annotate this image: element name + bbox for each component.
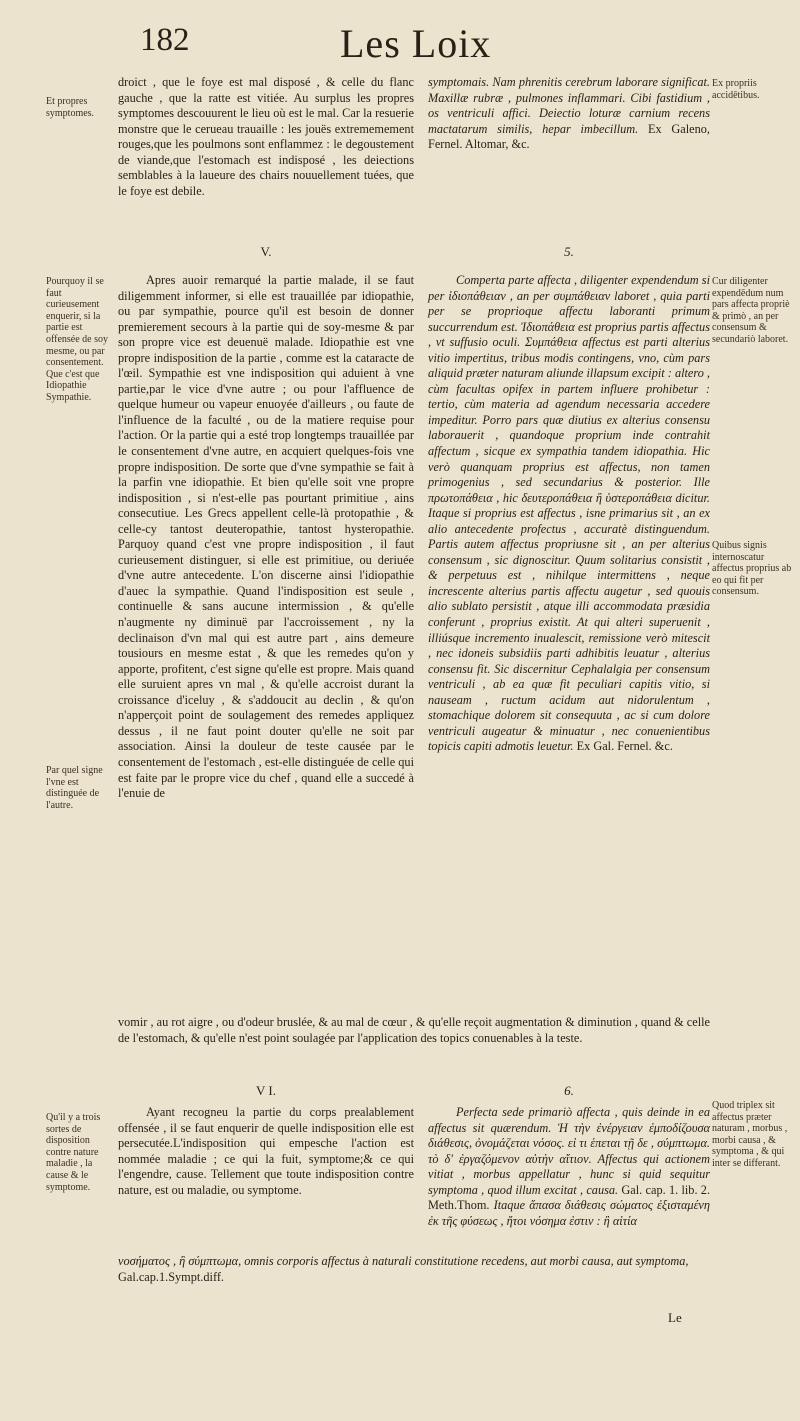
section-heading-6: 6. — [564, 1083, 574, 1098]
latin-paragraph — [428, 1105, 710, 1229]
latin-paragraph — [428, 273, 710, 755]
latin-source: Ex Gal. Fernel. &c. — [576, 739, 673, 754]
latin-body: Comperta parte affecta , diligenter expendendum si per ἰδιοπάθειαν , an per συμπάθειαν laboret , quia parti per se proprioque affectu laboranti primum succurrendum est. Ἰδιοπάθεια est proprius partis affectus , vt suffusio oculi. Συμπάθεια affectus est parti alterius vitio impertitus, tribus modis contingens, vno, cùm pars aliquid præter naturam aliunde illapsum excipit : altero , cùm facultas opifex in partem influere prohibetur : tertio, cùm materia ad agendum necessaria accedere impeditur. Porro pars quæ diutius ex alterius consensu laborauerit , quandoque proprium inde contrahit affectum , sicque ex sympathia tandem idiopathia. Hic verò quanquam proprius est affectus, non tamen primogenius , sed secundarius & posterior. Ille πρωτοπάθεια , hic δευτεροπάθεια ἢ ὑστεροπάθεια dicitur. Itaque si proprius est affectus , isne primarius sit , an ex alio antecedente profectus , accuratè distinguendum. Partis autem affectus propriusne sit , an per alterius consensum , sic dignoscitur. Quum solitarius consistit , & perpetuus est , nihilque intermittens , neque increscente alterius partis affectu augetur , sed quouis alio sublato persistit , atque illi accommodata præsidia conferunt , proprius existit. At qui alteri superuenit , illiúsque incremento inualescit, remissione verò mitescit , nec idoneis subsidiis parti adhibitis leuatur , alterius consensu fit. Sic discernitur Cephalalgia per consensum ventriculi , ab ea quæ fit peculiari capitis vitio, si nauseam , ructum acidum aut nidorulentum , stomachique dolorem sit consequuta , ac si cum dolore ventriculi augeatur & minuatur , nec conuenientibus topicis capiti admotis leuetur. — [428, 273, 711, 754]
latin-body: symptomais. Nam phrenitis cerebrum laborare significat. Maxillæ rubræ , pulmones inflammari. Cibi fastidium , os ventriculi affici. Deiectio loturæ carnium recens mactatarum similis, hepar imbecillum. — [428, 75, 710, 136]
margin-note-quibus-signis: Quibus signis internoscatur affectus proprius ab eo qui fit per consensum. — [712, 540, 792, 598]
latin-ref: Gal. cap. 1. lib. 2. Meth.Thom. — [428, 1182, 711, 1213]
margin-note-pourquoy: Pourquoy il se faut curieusement enquerir, si la partie est offensée de soy mesme, ou par consentement. Que c'est que Idiopathie Sympathie. — [46, 276, 109, 403]
french-paragraph: Ayant recogneu la partie du corps prealablement offensée , il se faut enquerir de quelle indisposition elle est persecutée.L'indisposition qui empesche l'action est nommée maladie ; ce qui la fuit, symptome;& ce qui l'engendre, cause. Tellement que toute indisposition contre nature, est ou maladie, ou symptome. — [118, 1105, 414, 1197]
french-text-section5 — [118, 273, 414, 802]
footnote-body: νοσήματος , ἢ σύμπτωμα, omnis corporis affectus à naturali constitutione recedens, aut morbi causa, aut symptoma, — [118, 1254, 689, 1268]
latin-body-2: Itaque ἅπασα διάθεσις σώματος ἐξισταμένη ἐκ τῆς φύσεως , ἤτοι νόσημα ἐστιν : ἢ αἰτία — [428, 1198, 710, 1228]
margin-note-trois-sortes: Qu'il y a trois sortes de disposition contre nature maladie , la cause & le symptome. — [46, 1112, 101, 1193]
running-head — [0, 22, 800, 72]
latin-paragraph — [428, 75, 710, 153]
french-text-section6 — [118, 1105, 414, 1198]
french-text-block1 — [118, 75, 414, 199]
footnote-line — [118, 1254, 710, 1285]
margin-note-par-quel-signe: Par quel signe l'vne est distinguée de l'autre. — [46, 765, 103, 811]
margin-note-cur-diligenter: Cur diligenter expendēdum num pars affecta propriè & primò , an per consensum & secundariò laboret. — [712, 276, 790, 345]
latin-text-block1 — [428, 75, 710, 153]
running-title: Les Loix — [340, 21, 492, 66]
margin-note-propres-symptomes: Et propres symptomes. — [46, 96, 95, 119]
section-heading-v: V. — [260, 244, 272, 259]
margin-note-quod-triplex: Quod triplex sit affectus præter naturam , morbus , morbi causa , & symptoma , & qui inter se differant. — [712, 1100, 788, 1169]
latin-source: Ex Galeno, Fernel. Altomar, &c. — [428, 121, 711, 152]
french-paragraph: Apres auoir remarqué la partie malade, il se faut diligemment informer, si elle est trauaillée par idiopathie, ou par sympathie, pource qu'il est besoin de donner premierement secours à la partie qui de soy-mesme & par son propre vice est deuenuë malade. Idiopathie est vne propre indisposition de la partie , comme est la cataracte de l'œil. Sympathie est vne indisposition qui aduient à vne partie,par le vice d'vne autre ; ou pour l'affluence de quelque humeur ou vapeur enuoyée d'ailleurs , ou faute de l'influence de la faculté , ou de la matiere requise pour l'action. Or la partie qui a esté trop longtemps trauaillée par le consentement d'vne autre, en acquiert quelques-fois vne propre indisposition. De sorte que d'vne sympathie se fait à la parfin vne idiopathie. Et bien qu'elle soit vne propre indisposition , si n'est-elle pas pourtant primitiue , ains consecutiue. Les Grecs appellent celle-là protopathie , & celle-cy tantost deuteropathie, tantost hysteropathie. Parquoy quand c'est vne propre indisposition , il faut curieusement distinguer, si elle est primitiue, ou deriuée d'vne autre antecedente. L'on discerne ainsi l'idiopathie d'auec la sympathie. Quand l'indisposition est seule , continuelle & sans aucune intermission , & qu'elle n'augmente ny diminuë par l'accroissement , ny la declinaison d'vn mal qui est autre part , ains demeure tousiours en mesme estat , & que les remedes qu'on y apporte, profitent, c'est signe qu'elle est propre. Mais quand elle suruient apres vn mal , & qu'elle accroist durant la croissance d'iceluy , & s'addoucit au declin , & qu'on n'apperçoit point de soulagement des remedes appliquez dessus , il ne faut point douter qu'elle ne soit par association. Ainsi la douleur de teste causée par le consentement de l'estomach , est-elle distinguée de celle qui est faite par le propre vice du chef , quand elle a succedé à l'enuie de — [118, 273, 414, 801]
french-paragraph: droict , que le foye est mal disposé , & celle du flanc gauche , que la ratte est vitiée. Au surplus les propres symptomes descouurent le lieu où est le mal. Car la resuerie monstre que le cerueau trauaille : les jouës extrememement rouges,que les poulmons sont enflammez : le degoustement de viande,que l'estomach est indisposé , les deiections semblables à la laueure des chairs nouuellement tuées, que le foye est debile. — [118, 75, 414, 198]
footnote-ref: Gal.cap.1.Sympt.diff. — [118, 1269, 224, 1284]
latin-text-section5 — [428, 273, 710, 755]
french-paragraph: vomir , au rot aigre , ou d'odeur bruslée, & au mal de cœur , & qu'elle reçoit augmentation & diminution , quand & celle de l'estomach, & qu'elle n'est point soulagée par l'application des topics conuenables à la teste. — [118, 1015, 710, 1045]
latin-text-section6 — [428, 1105, 710, 1229]
catchword: Le — [668, 1310, 682, 1325]
section-heading-vi: V I. — [256, 1083, 276, 1098]
french-text-full-width — [118, 1015, 710, 1046]
margin-note-ex-propriis: Ex propriis accidētibus. — [712, 78, 760, 101]
section-heading-5: 5. — [564, 244, 574, 259]
latin-body: Perfecta sede primariò affecta , quis deinde in ea affectus sit quærendum. Ἡ τὴν ἐνέργειαν ἐμποδίζουσα διάθεσις, ὀνομάζεται νόσος. εἰ τι ἑπεται τῇ δε , σύμπτωμα. τὸ δ' ἐργαζόμενον αὐτὴν αἴτιον. Affectus qui actionem vitiat , morbus appellatur , hunc si quid sequitur symptoma , quod illum excitat , causa. — [428, 1105, 710, 1197]
page-number: 182 — [140, 22, 190, 58]
